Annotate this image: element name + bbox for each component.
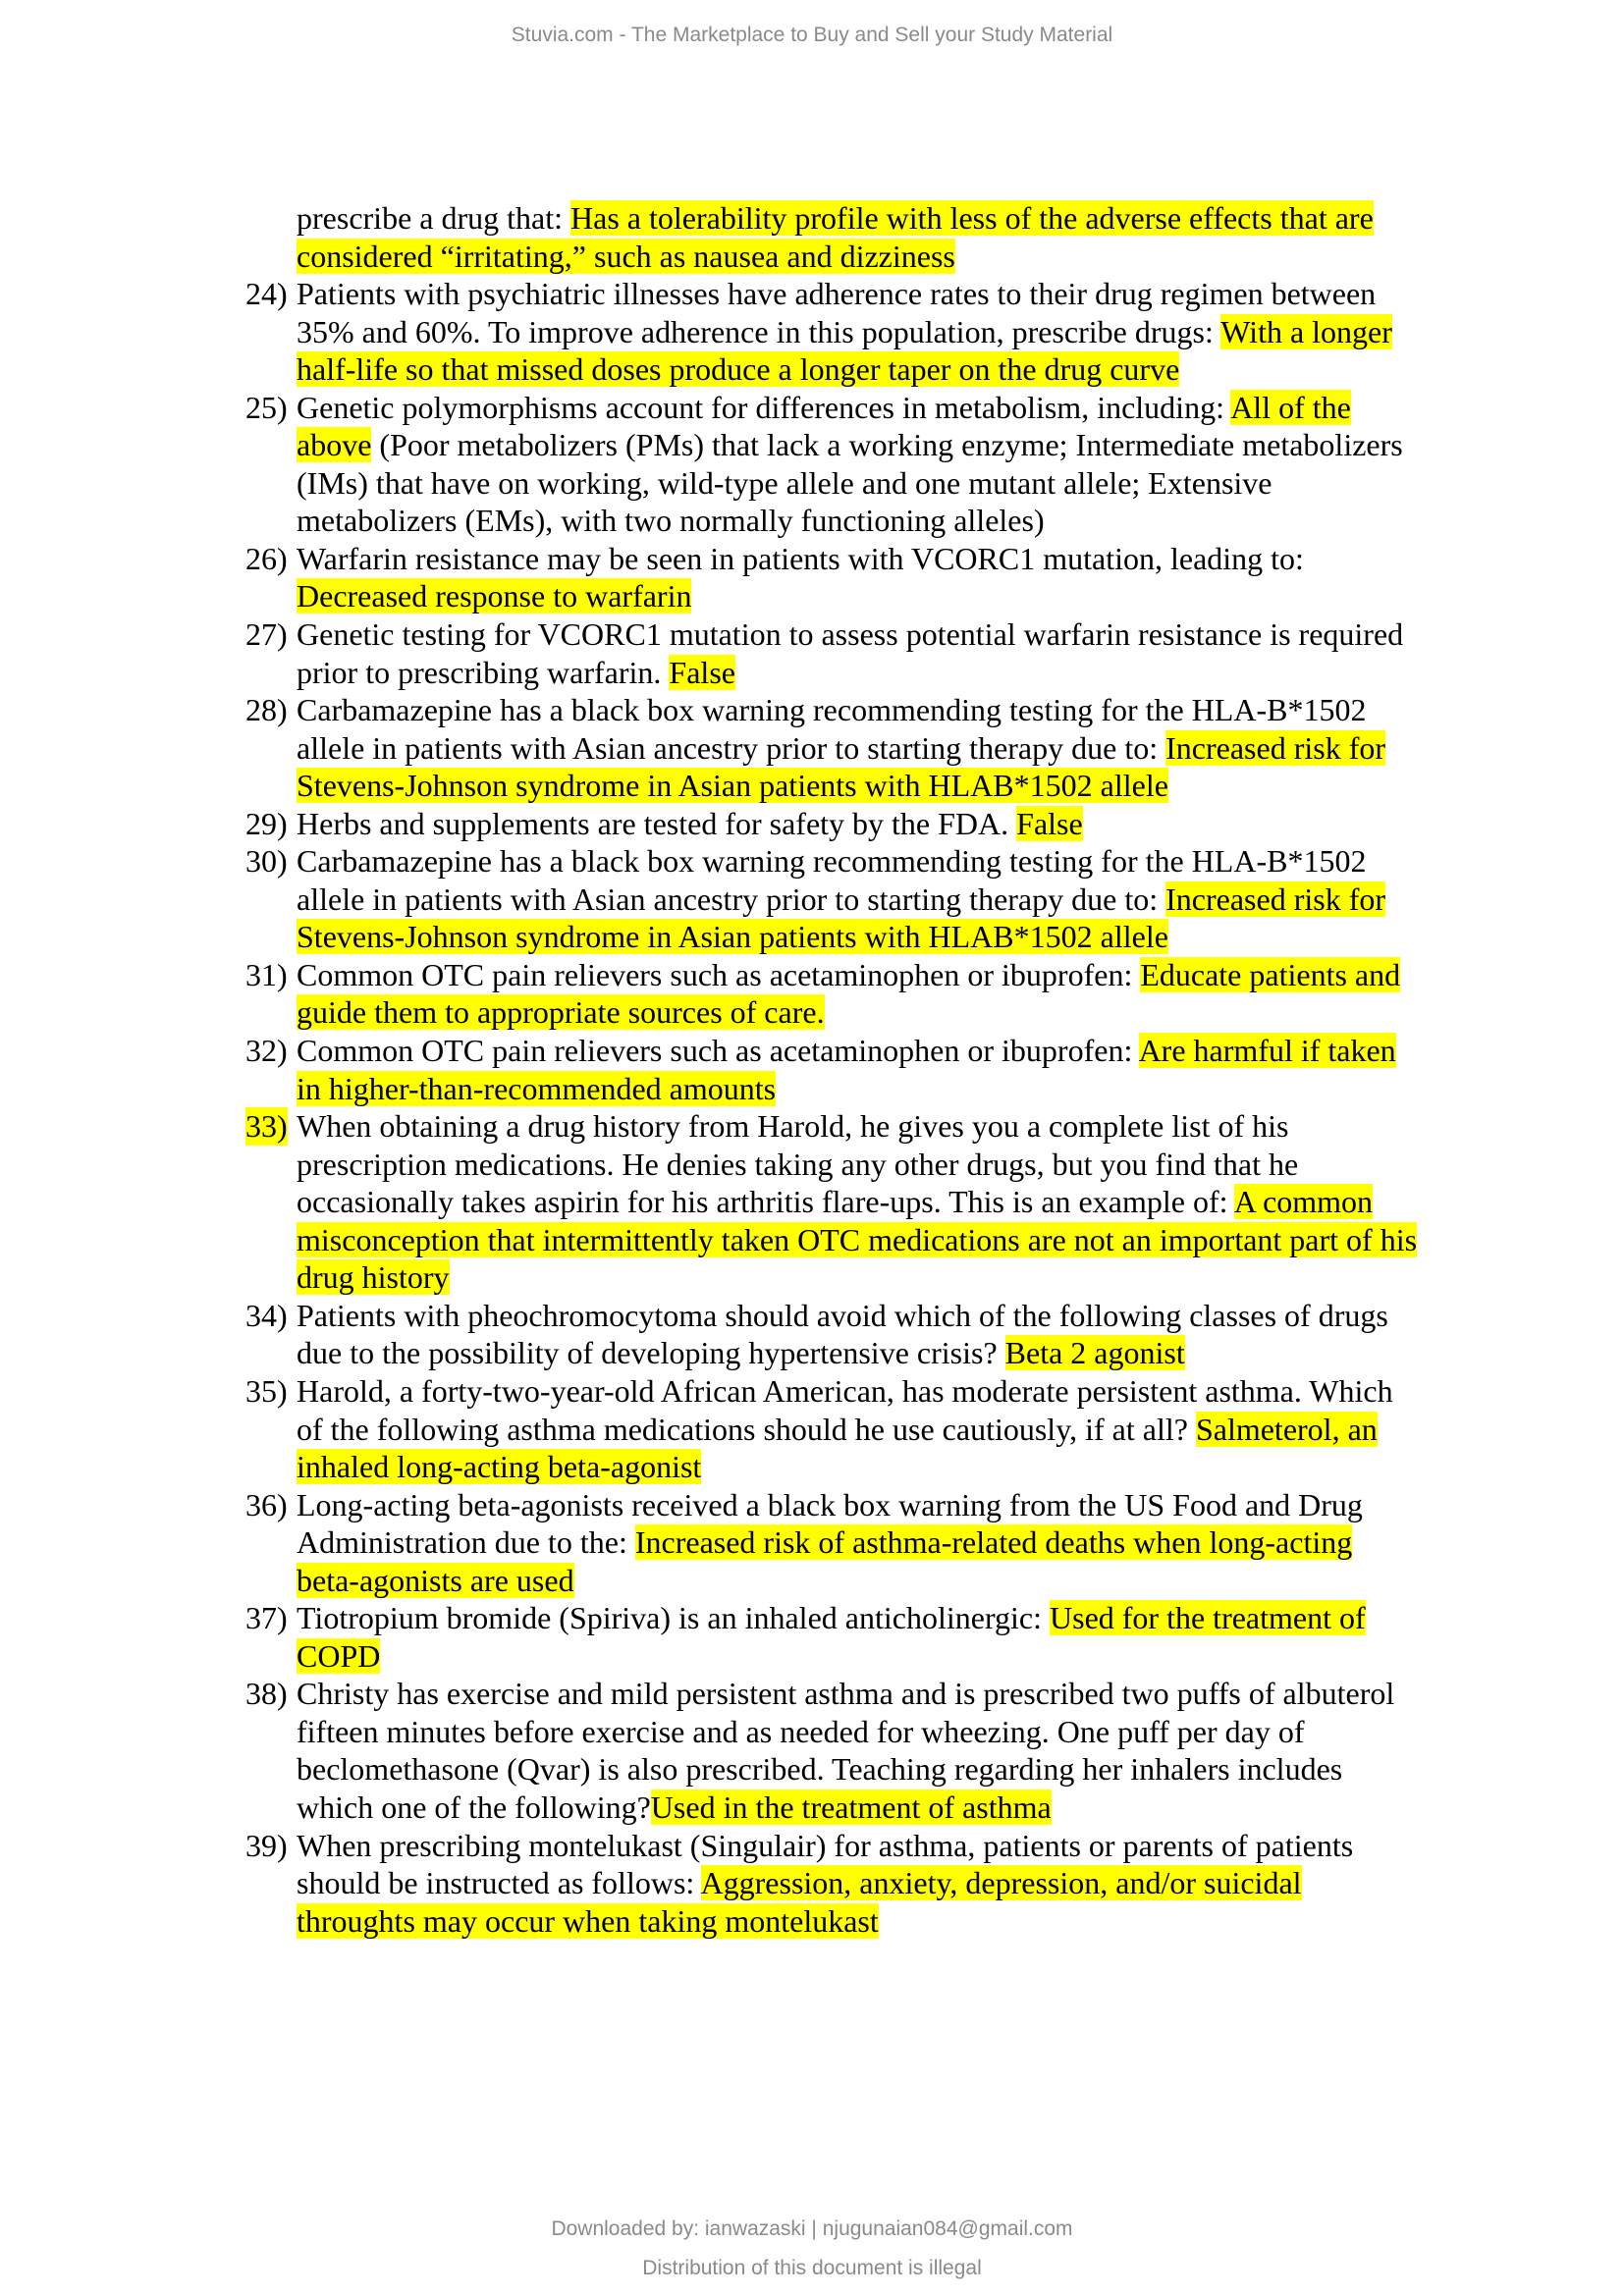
question-text: prescribe a drug that: xyxy=(297,200,570,236)
text-line xyxy=(0,956,1624,994)
line-text xyxy=(297,1713,1305,1751)
line-text xyxy=(297,540,1304,578)
text-line xyxy=(0,1637,1624,1676)
line-text xyxy=(297,464,1272,503)
highlighted-answer: drug history xyxy=(297,1259,450,1296)
text-line xyxy=(0,729,1624,768)
download-notice: Downloaded by: ianwazaski | njugunaian084@gmail.com xyxy=(551,2217,1073,2240)
question-text: beclomethasone (Qvar) is also prescribed. Teaching regarding her inhalers includes xyxy=(297,1751,1343,1788)
highlighted-answer: Increased risk of asthma-related deaths when long-acting xyxy=(634,1524,1353,1561)
text-line xyxy=(0,1411,1624,1449)
text-line xyxy=(0,1523,1624,1562)
line-text xyxy=(297,313,1392,351)
line-text xyxy=(297,805,1083,843)
highlighted-answer: in higher-than-recommended amounts xyxy=(297,1070,777,1106)
line-text xyxy=(297,350,1179,389)
question-text: Common OTC pain relievers such as acetaminophen or ibuprofen: xyxy=(297,1033,1139,1069)
question-text: metabolizers (EMs), with two normally functioning alleles) xyxy=(297,503,1045,539)
text-line xyxy=(0,199,1624,238)
line-text xyxy=(297,1334,1185,1372)
question-text: prescription medications. He denies taking any other drugs, but you find that he xyxy=(297,1146,1299,1182)
line-text xyxy=(297,238,955,276)
line-text xyxy=(297,767,1168,805)
question-number: 27) xyxy=(245,616,288,653)
text-line xyxy=(0,1789,1624,1827)
line-text xyxy=(297,615,1403,654)
question-item xyxy=(0,1107,1624,1297)
text-line xyxy=(0,426,1624,464)
highlighted-answer: With a longer xyxy=(1220,313,1392,349)
highlighted-answer: COPD xyxy=(297,1637,381,1674)
line-text xyxy=(297,881,1385,919)
question-text: Tiotropium bromide (Spiriva) is an inhaled anticholinergic: xyxy=(297,1600,1050,1636)
question-number: 25) xyxy=(245,389,288,425)
text-line xyxy=(0,615,1624,654)
highlighted-answer: guide them to appropriate sources of care. xyxy=(297,994,825,1031)
text-line xyxy=(0,918,1624,956)
question-item xyxy=(0,389,1624,540)
text-line xyxy=(0,1675,1624,1713)
line-text xyxy=(297,199,1374,238)
question-text: allele in patients with Asian ancestry prior to starting therapy due to: xyxy=(297,881,1166,917)
question-text: Administration due to the: xyxy=(297,1524,635,1561)
text-line xyxy=(0,1032,1624,1070)
highlighted-answer: inhaled long-acting beta-agonist xyxy=(297,1449,702,1485)
highlighted-answer: Aggression, anxiety, depression, and/or suicidal xyxy=(700,1865,1302,1901)
text-line xyxy=(0,1258,1624,1297)
highlighted-answer: Stevens-Johnson syndrome in Asian patients with HLAB*1502 allele xyxy=(297,768,1168,804)
line-text xyxy=(297,1372,1393,1411)
line-text xyxy=(297,1864,1302,1902)
text-line xyxy=(0,1107,1624,1146)
text-line xyxy=(0,1750,1624,1789)
line-text xyxy=(297,577,691,615)
text-line xyxy=(0,389,1624,427)
question-item xyxy=(0,1297,1624,1372)
question-number: 38) xyxy=(245,1676,288,1712)
question-number: 33) xyxy=(245,1108,288,1145)
line-text xyxy=(297,1599,1366,1637)
line-text xyxy=(297,1637,380,1676)
highlighted-answer: Increased risk for xyxy=(1165,881,1385,917)
question-number: 26) xyxy=(245,540,288,576)
question-text: prior to prescribing warfarin. xyxy=(297,654,670,690)
line-text xyxy=(297,1411,1378,1449)
highlighted-answer: beta-agonists are used xyxy=(297,1562,574,1598)
question-number: 37) xyxy=(245,1600,288,1636)
text-line xyxy=(0,1297,1624,1335)
question-item xyxy=(0,1599,1624,1675)
question-item xyxy=(0,1372,1624,1486)
question-number: 24) xyxy=(245,276,288,312)
question-number: 34) xyxy=(245,1297,288,1333)
question-text: Christy has exercise and mild persistent asthma and is prescribed two puffs of albuterol xyxy=(297,1676,1395,1712)
question-text: of the following asthma medications should he use cautiously, if at all? xyxy=(297,1411,1196,1447)
site-header: Stuvia.com - The Marketplace to Buy and Sell your Study Material xyxy=(511,24,1113,46)
line-text xyxy=(297,1902,879,1941)
highlighted-answer: Used in the treatment of asthma xyxy=(650,1789,1052,1825)
line-text xyxy=(297,1183,1373,1221)
highlighted-answer: Increased risk for xyxy=(1165,729,1385,766)
text-line xyxy=(0,881,1624,919)
question-text: Genetic polymorphisms account for differences in metabolism, including: xyxy=(297,389,1231,425)
question-text: Patients with pheochromocytoma should avoid which of the following classes of drugs xyxy=(297,1297,1388,1333)
text-line xyxy=(0,767,1624,805)
line-text xyxy=(297,691,1366,729)
question-list xyxy=(0,199,1624,1940)
question-number: 29) xyxy=(245,805,288,841)
line-text xyxy=(297,275,1376,313)
question-text: which one of the following? xyxy=(297,1789,651,1825)
text-line xyxy=(0,805,1624,843)
text-line xyxy=(0,1599,1624,1637)
highlighted-answer: Are harmful if taken xyxy=(1138,1033,1396,1069)
text-line xyxy=(0,691,1624,729)
text-line xyxy=(0,1448,1624,1486)
question-item xyxy=(0,615,1624,691)
question-text: Carbamazepine has a black box warning recommending testing for the HLA-B*1502 xyxy=(297,692,1367,728)
text-line xyxy=(0,654,1624,692)
question-text: 35% and 60%. To improve adherence in this population, prescribe drugs: xyxy=(297,313,1221,349)
line-text xyxy=(297,1032,1396,1070)
text-line xyxy=(0,502,1624,540)
question-item xyxy=(0,540,1624,615)
line-text xyxy=(297,1258,450,1297)
question-item xyxy=(0,691,1624,805)
question-item xyxy=(0,1486,1624,1600)
line-text xyxy=(297,1750,1342,1789)
line-text xyxy=(297,842,1366,881)
highlighted-answer: half-life so that missed doses produce a longer taper on the drug curve xyxy=(297,351,1180,388)
text-line xyxy=(0,1183,1624,1221)
question-text: Common OTC pain relievers such as acetaminophen or ibuprofen: xyxy=(297,956,1141,992)
line-text xyxy=(297,426,1403,464)
line-text xyxy=(297,1562,574,1600)
text-line xyxy=(0,275,1624,313)
text-line xyxy=(0,842,1624,881)
question-number: 31) xyxy=(245,956,288,992)
question-item xyxy=(0,805,1624,843)
question-item xyxy=(0,842,1624,956)
question-text: (Poor metabolizers (PMs) that lack a working enzyme; Intermediate metabolizers xyxy=(371,427,1403,463)
text-line xyxy=(0,540,1624,578)
highlighted-answer: above xyxy=(297,427,372,463)
question-text: allele in patients with Asian ancestry prior to starting therapy due to: xyxy=(297,729,1166,766)
highlighted-answer: throughts may occur when taking montelukast xyxy=(297,1902,879,1939)
question-number: 32) xyxy=(245,1033,288,1069)
line-text xyxy=(297,1146,1298,1184)
question-text: Patients with psychiatric illnesses have adherence rates to their drug regimen between xyxy=(297,276,1377,312)
question-text: (IMs) that have on working, wild-type allele and one mutant allele; Extensive xyxy=(297,464,1272,501)
text-line xyxy=(0,1486,1624,1524)
text-line xyxy=(0,1146,1624,1184)
question-text: When obtaining a drug history from Harold, he gives you a complete list of his xyxy=(297,1108,1289,1145)
line-text xyxy=(297,956,1400,994)
question-text: should be instructed as follows: xyxy=(297,1865,701,1901)
text-line xyxy=(0,1562,1624,1600)
text-line xyxy=(0,238,1624,276)
text-line xyxy=(0,1902,1624,1941)
highlighted-answer: A common xyxy=(1233,1184,1374,1220)
line-text xyxy=(297,1827,1353,1865)
line-text xyxy=(297,729,1385,768)
question-text: due to the possibility of developing hypertensive crisis? xyxy=(297,1335,1005,1371)
highlighted-answer: Has a tolerability profile with less of the adverse effects that are xyxy=(570,200,1374,236)
question-number: 36) xyxy=(245,1486,288,1522)
highlighted-answer: Salmeterol, an xyxy=(1195,1411,1378,1447)
text-line xyxy=(0,464,1624,503)
highlighted-answer: Educate patients and xyxy=(1140,956,1401,992)
line-text xyxy=(297,918,1168,956)
question-text: Long-acting beta-agonists received a black box warning from the US Food and Drug xyxy=(297,1486,1363,1522)
highlighted-answer: Beta 2 agonist xyxy=(1004,1335,1185,1371)
line-text xyxy=(297,1448,701,1486)
question-text: When prescribing montelukast (Singulair) for asthma, patients or parents of patients xyxy=(297,1827,1354,1863)
question-text: Genetic testing for VCORC1 mutation to assess potential warfarin resistance is required xyxy=(297,616,1404,653)
highlighted-answer: misconception that intermittently taken OTC medications are not an important part of his xyxy=(297,1221,1418,1257)
line-text xyxy=(297,1675,1394,1713)
question-text: Herbs and supplements are tested for safety by the FDA. xyxy=(297,805,1017,841)
line-text xyxy=(297,1486,1363,1524)
line-text xyxy=(297,1789,1052,1827)
question-number: 39) xyxy=(245,1827,288,1863)
question-number: 35) xyxy=(245,1372,288,1409)
highlighted-answer: considered “irritating,” such as nausea and dizziness xyxy=(297,238,955,274)
highlighted-answer: Stevens-Johnson syndrome in Asian patients with HLAB*1502 allele xyxy=(297,919,1168,955)
highlighted-answer: All of the xyxy=(1230,389,1351,425)
question-number: 30) xyxy=(245,843,288,880)
line-text xyxy=(297,1107,1288,1146)
highlighted-answer: Decreased response to warfarin xyxy=(297,578,692,614)
question-number: 28) xyxy=(245,692,288,728)
question-text: Carbamazepine has a black box warning recommending testing for the HLA-B*1502 xyxy=(297,843,1367,880)
question-item xyxy=(0,956,1624,1032)
line-text xyxy=(297,1221,1417,1259)
highlighted-answer: False xyxy=(1016,805,1083,841)
line-text xyxy=(297,1523,1352,1562)
text-line xyxy=(0,350,1624,389)
highlighted-answer: Used for the treatment of xyxy=(1050,1600,1366,1636)
line-text xyxy=(297,993,825,1032)
text-line xyxy=(0,313,1624,351)
text-line xyxy=(0,993,1624,1032)
highlighted-answer: False xyxy=(669,654,735,690)
text-line xyxy=(0,1372,1624,1411)
text-line xyxy=(0,1713,1624,1751)
question-text: Warfarin resistance may be seen in patients with VCORC1 mutation, leading to: xyxy=(297,540,1304,576)
question-text: fifteen minutes before exercise and as needed for wheezing. One puff per day of xyxy=(297,1713,1305,1749)
question-text: occasionally takes aspirin for his arthritis flare-ups. This is an example of: xyxy=(297,1184,1234,1220)
distribution-notice: Distribution of this document is illegal xyxy=(642,2257,982,2279)
text-line xyxy=(0,1334,1624,1372)
question-item xyxy=(0,1827,1624,1941)
line-text xyxy=(297,1297,1388,1335)
line-text xyxy=(297,502,1045,540)
question-text: Harold, a forty-two-year-old African American, has moderate persistent asthma. Which xyxy=(297,1372,1393,1409)
text-line xyxy=(0,1221,1624,1259)
line-text xyxy=(297,1070,776,1108)
line-text xyxy=(297,654,735,692)
question-item xyxy=(0,1675,1624,1826)
text-line xyxy=(0,1070,1624,1108)
question-item xyxy=(0,275,1624,389)
text-line xyxy=(0,1864,1624,1902)
line-text xyxy=(297,389,1351,427)
text-line xyxy=(0,577,1624,615)
text-line xyxy=(0,1827,1624,1865)
question-item xyxy=(0,199,1624,275)
question-item xyxy=(0,1032,1624,1107)
